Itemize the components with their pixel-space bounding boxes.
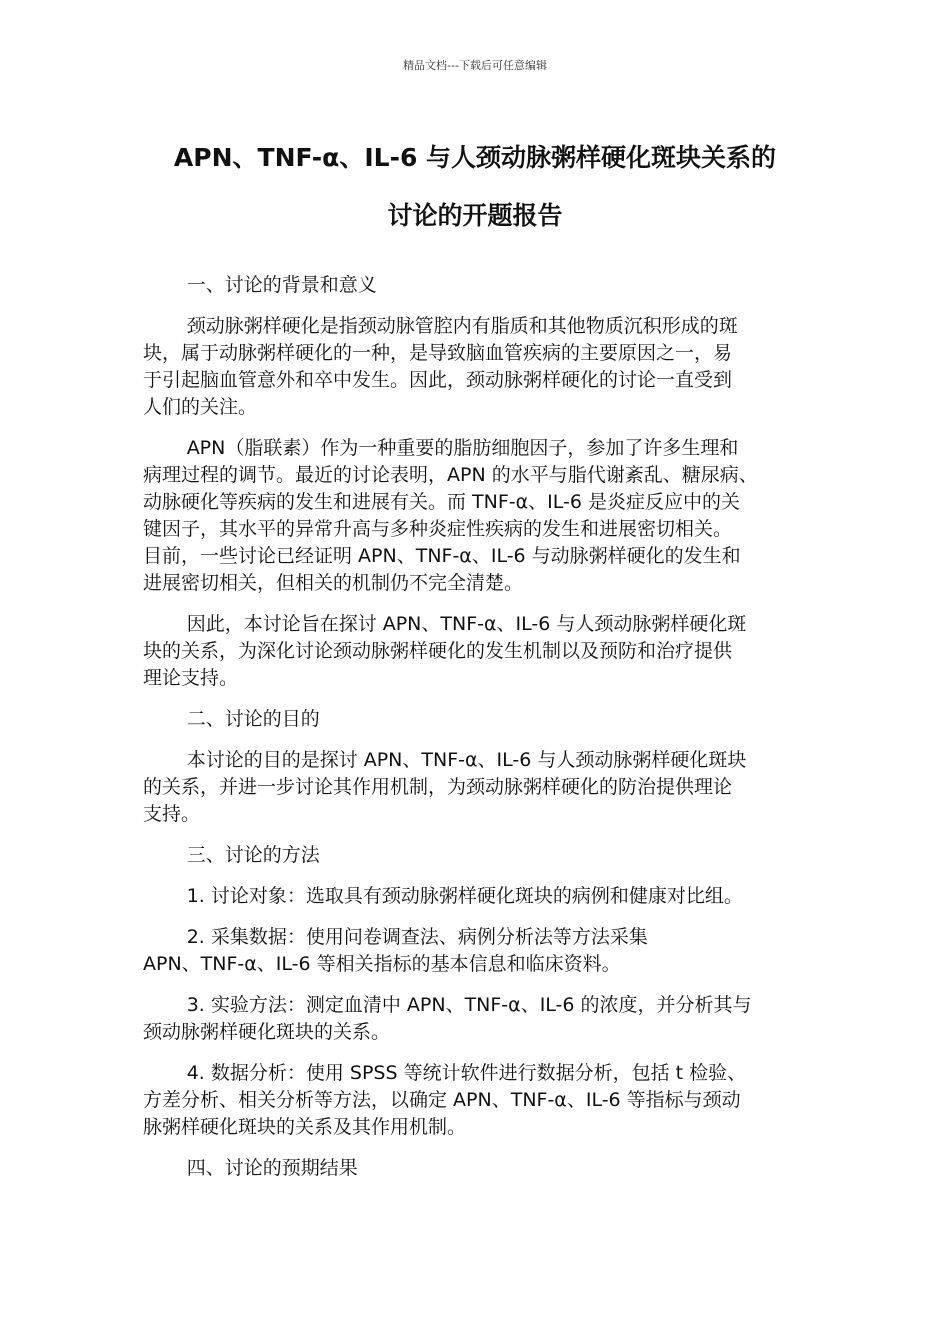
paragraph-line: 进展密切相关，但相关的机制仍不完全清楚。	[143, 572, 524, 594]
body-paragraph	[143, 924, 805, 978]
document-body	[143, 272, 805, 1196]
section-heading: 四、讨论的预期结果	[186, 1157, 358, 1179]
body-paragraph	[143, 435, 805, 597]
paragraph-line: 键因子，其水平的异常升高与多种炎症性疾病的发生和进展密切相关。	[143, 518, 733, 540]
paragraph-line: 支持。	[143, 803, 201, 825]
paragraph-line: APN、TNF-α、IL-6 等相关指标的基本信息和临床资料。	[143, 953, 621, 975]
paragraph-line: 块的关系，为深化讨论颈动脉粥样硬化的发生机制以及预防和治疗提供	[143, 640, 733, 662]
paragraph-line: 颈动脉粥样硬化斑块的关系。	[143, 1021, 391, 1043]
paragraph-line: 病理过程的调节。最近的讨论表明，APN 的水平与脂代谢紊乱、糖尿病、	[143, 464, 758, 486]
body-paragraph	[143, 747, 805, 828]
paragraph-line: 方差分析、相关分析等方法，以确定 APN、TNF-α、IL-6 等指标与颈动	[143, 1089, 741, 1111]
body-paragraph	[143, 313, 805, 421]
header-note: 精品文档---下载后可任意编辑	[403, 59, 547, 72]
paragraph-line: 1. 讨论对象：选取具有颈动脉粥样硬化斑块的病例和健康对比组。	[186, 885, 743, 907]
paragraph-line: 目前，一些讨论已经证明 APN、TNF-α、IL-6 与动脉粥样硬化的发生和	[143, 545, 741, 567]
body-paragraph	[143, 611, 805, 692]
paragraph-line: 因此，本讨论旨在探讨 APN、TNF-α、IL-6 与人颈动脉粥样硬化斑	[186, 613, 747, 635]
paragraph-line: 颈动脉粥样硬化是指颈动脉管腔内有脂质和其他物质沉积形成的斑	[186, 315, 738, 337]
paragraph-line: APN（脂联素）作为一种重要的脂肪细胞因子，参加了许多生理和	[186, 437, 739, 459]
paragraph-line: 3. 实验方法：测定血清中 APN、TNF-α、IL-6 的浓度，并分析其与	[186, 994, 752, 1016]
section-heading: 三、讨论的方法	[186, 844, 320, 866]
body-paragraph	[143, 1060, 805, 1141]
body-paragraph	[143, 992, 805, 1046]
document-title-line-1: APN、TNF-α、IL-6 与人颈动脉粥样硬化斑块关系的	[173, 143, 777, 172]
paragraph-line: 块，属于动脉粥样硬化的一种，是导致脑血管疾病的主要原因之一，易	[143, 342, 733, 364]
paragraph-line: 人们的关注。	[143, 396, 258, 418]
paragraph-line: 2. 采集数据：使用问卷调查法、病例分析法等方法采集	[186, 926, 648, 948]
paragraph-line: 理论支持。	[143, 667, 239, 689]
paragraph-line: 本讨论的目的是探讨 APN、TNF-α、IL-6 与人颈动脉粥样硬化斑块	[186, 749, 747, 771]
paragraph-line: 4. 数据分析：使用 SPSS 等统计软件进行数据分析，包括 t 检验、	[186, 1062, 747, 1084]
paragraph-line: 动脉硬化等疾病的发生和进展有关。而 TNF-α、IL-6 是炎症反应中的关	[143, 491, 741, 513]
paragraph-line: 于引起脑血管意外和卒中发生。因此，颈动脉粥样硬化的讨论一直受到	[143, 369, 733, 391]
document-title-line-2: 讨论的开题报告	[387, 201, 563, 230]
paragraph-line: 脉粥样硬化斑块的关系及其作用机制。	[143, 1116, 467, 1138]
section-heading: 一、讨论的背景和意义	[186, 274, 377, 296]
section-heading: 二、讨论的目的	[186, 708, 320, 730]
body-paragraph	[143, 883, 805, 910]
paragraph-line: 的关系，并进一步讨论其作用机制，为颈动脉粥样硬化的防治提供理论	[143, 776, 733, 798]
